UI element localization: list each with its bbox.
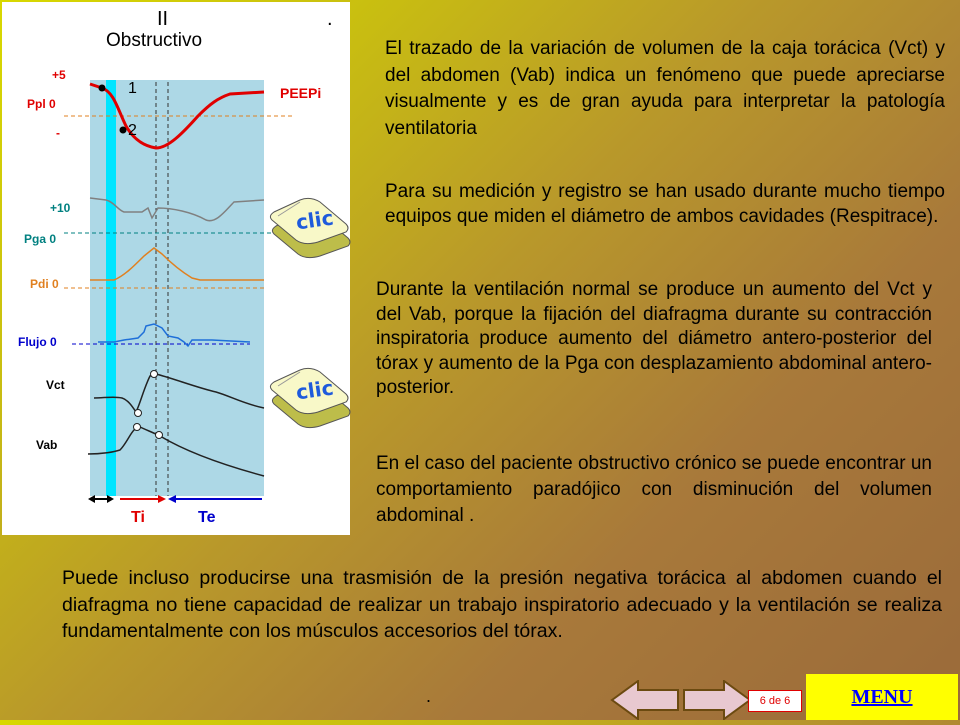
vab-marker-2 <box>156 432 163 439</box>
label-plus10: +10 <box>50 201 71 215</box>
paragraph-normal-ventilation: Durante la ventilación normal se produce un aumento del Vct y del Vab, porque la fijación del diafragma durante su contracción inspiratoria produce aumento del diámetro antero-posterior del tórax y aumento de la Pga con desplazamiento abdominal antero-posterior. <box>376 279 932 399</box>
page-indicator: 6 de 6 <box>748 690 802 712</box>
label-vab: Vab <box>36 438 58 452</box>
label-ppl0: Ppl 0 <box>27 97 56 111</box>
diagram-subtitle: Obstructivo <box>106 30 203 51</box>
te-arrow-head <box>168 495 176 503</box>
label-ti: Ti <box>131 509 145 526</box>
label-pdi0: Pdi 0 <box>30 277 59 291</box>
label-flujo0: Flujo 0 <box>18 335 57 349</box>
label-peepi: PEEPi <box>280 85 322 101</box>
label-pga0: Pga 0 <box>24 232 57 246</box>
clic-button-volume[interactable] <box>268 360 354 432</box>
menu-button[interactable]: MENU <box>806 674 958 720</box>
label-te: Te <box>198 509 216 526</box>
label-point-1: 1 <box>128 80 137 97</box>
label-vct: Vct <box>46 378 65 392</box>
previous-arrow-icon <box>610 680 680 720</box>
previous-button[interactable] <box>610 680 680 720</box>
paragraph-negative-pressure: Puede incluso producirse una trasmisión de la presión negativa torácica al abdomen cuando el diafragma no tiene capacidad de realizar un trabajo inspiratorio adecuado y la ventilación se realiza fundamentalmente con los músculos accesorios del tórax. <box>62 567 942 642</box>
clic-button-pressure-label: clic <box>294 205 335 235</box>
next-arrow-icon <box>682 680 752 720</box>
vct-marker-1 <box>135 410 142 417</box>
arrow-pre-left-head <box>88 495 95 503</box>
clic-button-pressure[interactable] <box>268 190 354 262</box>
point-1-marker <box>99 85 106 92</box>
point-2-marker <box>120 127 127 134</box>
footer-dot: . <box>426 686 432 706</box>
next-button[interactable] <box>682 680 752 720</box>
respiratory-diagram-panel <box>2 2 350 535</box>
vct-marker-2 <box>151 371 158 378</box>
paragraph-vct-vab: El trazado de la variación de volumen de la caja torácica (Vct) y del abdomen (Vab) indica un fenómeno que puede apreciarse visualmente y es de gran ayuda para interpretar la patología ventilatoria <box>385 38 945 139</box>
title-dot: . <box>327 8 333 30</box>
paragraph-respitrace: Para su medición y registro se han usado durante mucho tiempo equipos que miden el diámetro de ambos cavidades (Respitrace). <box>385 181 945 227</box>
label-point-2: 2 <box>128 122 137 139</box>
roman-numeral: II <box>157 8 169 30</box>
label-plus5: +5 <box>52 68 66 82</box>
clic-button-volume-label: clic <box>294 375 335 405</box>
ti-arrow-head <box>158 495 166 503</box>
paragraph-obstructive: En el caso del paciente obstructivo crónico se puede encontrar un comportamiento paradójico con disminución del volumen abdominal . <box>376 453 932 526</box>
vab-marker-1 <box>134 424 141 431</box>
label-minus: - <box>56 126 60 140</box>
arrow-pre-right-head <box>107 495 114 503</box>
